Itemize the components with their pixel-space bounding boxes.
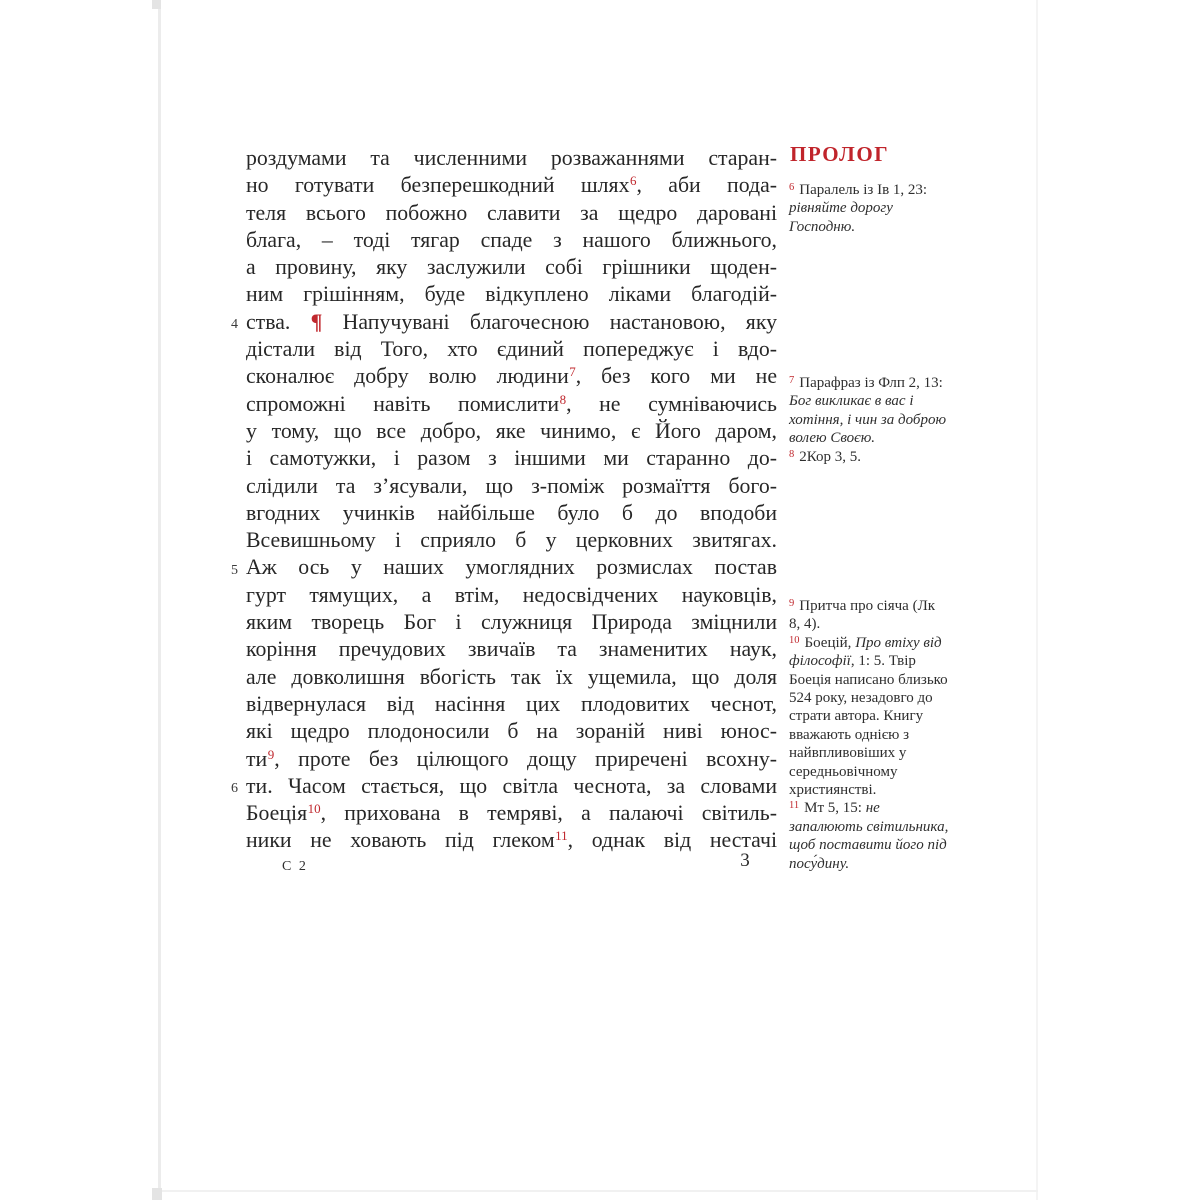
text-run: блага, – тоді тягар спаде з нашого ближнього, [246,227,777,252]
text-run: ним грішінням, буде відкуплено ліками благодій- [246,282,777,307]
text-run: ства. [246,309,311,334]
paragraph-number: 5 [231,562,238,578]
text-run: але довколишня вбогість так їх ущемила, що доля [246,664,777,689]
text-run: теля всього побожно славити за щедро даровані [246,200,777,225]
signature-mark: С 2 [282,859,308,874]
text-run: Всевишньому і сприяло б у церковних звитягах. [246,528,777,553]
text-run: Боеція [246,801,308,826]
text-run: у тому, що все добро, яке чинимо, є Його даром, [246,418,777,443]
text-run: ти [246,746,268,771]
footnote-number: 9 [267,746,275,762]
text-run: но готувати безперешкодний шлях [246,173,630,198]
text-run: , аби пода- [636,173,778,198]
text-line [246,664,777,691]
footnote-number: 10 [789,634,800,646]
text-line [246,363,777,390]
text-run: яким творець Бог і служниця Природа зміцнили [246,610,777,635]
main-text-block [246,145,777,855]
text-line [246,827,777,854]
text-run: а провину, яку заслужили собі грішники щоден- [246,255,777,280]
text-line [246,254,777,281]
footnote-number: 6 [630,173,637,189]
margin-note [789,597,949,634]
text-line [246,527,777,554]
text-run: , однак від нестачі [567,828,777,853]
margin-note-group-top [789,181,949,236]
italic-text-run: Бог викликає в вас і хотіння, і чин за доброю волею Своєю. [789,393,947,447]
page-title: ПРОЛОГ [790,142,890,166]
text-run: ти. Часом стається, що світла чеснота, за словами [246,773,777,798]
margin-note [789,448,949,466]
page-edge-left [158,0,161,1200]
page-edge-bottom [158,1190,1038,1192]
footnote-number: 7 [569,364,576,380]
page-corner-mark-top [152,0,161,9]
text-run: ники не ховають під глеком [246,828,555,853]
text-line [246,773,777,800]
text-run: , прихована в темряві, а палаючі світиль- [320,801,777,826]
text-run: , не сумніваючись [566,391,777,416]
text-run: спроможні навіть помислити [246,391,560,416]
margin-note [789,634,949,800]
text-run: , 1: 5. Твір Боеція написано близько 524 року, незадовго до страти автора. Книгу вважають однією з найвпливовіших у середньовічному християнстві. [789,653,948,799]
text-line [246,800,777,827]
page-edge-right [1036,0,1038,1200]
text-line [246,691,777,718]
page-corner-mark-bottom [152,1188,162,1200]
text-run: які щедро плодоносили б на зораній ниві юнос- [246,719,777,744]
text-run: 2Кор 3, 5. [799,448,862,465]
text-line [246,309,777,336]
text-line [246,554,777,581]
text-run: Парафраз із Флп 2, 13: [799,375,943,391]
text-line [246,582,777,609]
text-line [246,336,777,363]
text-run: дістали від Того, хто єдиний попереджує і вдо- [246,337,777,362]
text-run: гурт тямущих, а втім, недосвідчених науковців, [246,582,777,607]
text-line [246,418,777,445]
footnote-number: 11 [789,800,800,812]
paragraph-number: 6 [231,780,238,796]
italic-text-run: рівняйте дорогу Господню. [789,200,893,235]
text-line [246,145,777,172]
pilcrow-icon: ¶ [310,309,323,334]
text-run: відвернулася від насіння цих плодовитих чеснот, [246,691,777,716]
text-line [246,718,777,745]
text-run: сконалює добру волю людини [246,364,569,389]
text-line [246,227,777,254]
footnote-number: 8 [559,391,567,407]
text-run: Напучувані благочесною настановою, яку [322,309,777,334]
paragraph-number: 4 [231,316,238,332]
margin-note [789,799,949,873]
footnote-number: 11 [555,828,568,844]
footnote-number: 10 [307,801,321,817]
footnote-number: 8 [789,448,795,460]
text-line [246,473,777,500]
text-run: , проте без цілющого дощу приречені всохну- [274,746,777,771]
page-number: 3 [740,850,750,871]
footnote-number: 6 [789,182,795,193]
margin-note-group-middle [789,374,949,466]
text-run: роздумами та численними розважаннями старан- [246,146,777,170]
text-line [246,200,777,227]
main-text-lines [246,145,777,855]
text-run: коріння пречудових звичаїв та знаменитих наук, [246,637,777,662]
margin-note [789,181,949,236]
text-run: і самотужки, і разом з іншими ми старанно до- [246,446,777,471]
text-run: вгодних учинків найбільше було б до вподоби [246,500,777,525]
footnote-number: 9 [789,598,795,609]
text-line [246,281,777,308]
text-line [246,746,777,773]
text-line [246,500,777,527]
text-run: Паралель із Ів 1, 23: [799,182,928,198]
text-line [246,445,777,472]
text-line [246,172,777,199]
italic-text-run: не запалюють світильника, щоб поставити його під посу́дину. [789,800,949,872]
text-line [246,391,777,418]
text-run: слідили та з’ясували, що з-поміж розмаїття бого- [246,473,777,498]
text-run: Притча про сіяча (Лк 8, 4). [789,598,936,633]
margin-note [789,374,949,448]
margin-note-group-bottom [789,597,949,873]
text-run: Мт 5, 15: [804,800,866,817]
text-run: Аж ось у наших умоглядних розмислах постав [246,555,777,580]
text-line [246,609,777,636]
text-run: , без кого ми не [575,364,777,389]
text-line [246,636,777,663]
italic-text-run: Про втіху від філософії [789,634,942,670]
footnote-number: 7 [789,375,795,386]
text-run: Боецій, [804,634,856,651]
